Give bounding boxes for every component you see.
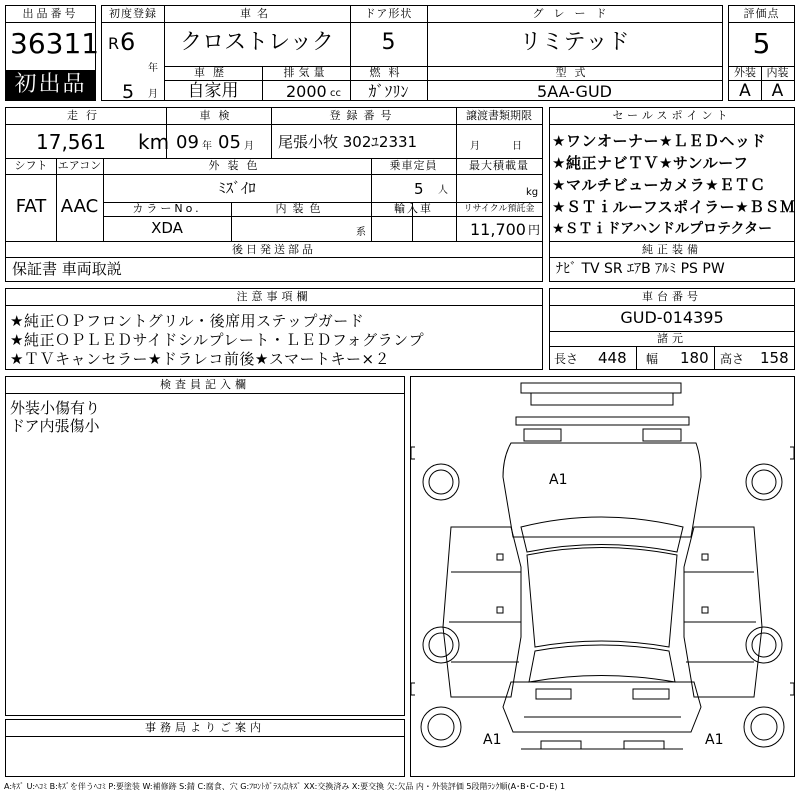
interior-color-label: 内装色 (275, 202, 327, 215)
caution-label: 注意事項欄 (236, 290, 312, 303)
caution-item: ★純正ＯＰＬＥＤサイドシルプレート・ＬＥＤフォグランプ (10, 331, 425, 349)
inspection-year-unit: 年 (202, 141, 212, 152)
displacement-unit: cc (330, 88, 341, 99)
plate-value: 尾張小牧 302ﾕ2331 (278, 133, 418, 151)
import-label: 輸入車 (394, 202, 433, 215)
damage-mark: A1 (483, 732, 502, 748)
door-value: 5 (381, 30, 396, 55)
score-label: 評価点 (743, 7, 780, 20)
first-reg-month-unit: 月 (148, 89, 158, 100)
sales-point-item: ★ワンオーナー★ＬＥＤヘッド (552, 132, 766, 150)
recycle-label: リサイクル預託金 (463, 204, 535, 214)
chassis-value: GUD-014395 (620, 308, 724, 327)
vehicle-details-box (5, 107, 543, 242)
later-parts-label: 後日発送部品 (232, 243, 316, 256)
door-label: ドア形状 (364, 7, 413, 20)
displacement-value: 2000 (286, 82, 327, 101)
width-label: 幅 (646, 352, 659, 366)
recycle-value: 11,700 (470, 220, 526, 239)
sales-point-item: ★ＳＴｉルーフスポイラー★ＢＳＭ (552, 198, 796, 216)
fuel-value: ｶﾞｿﾘﾝ (368, 82, 409, 101)
sales-point-item: ★マルチビューカメラ★ＥＴＣ (552, 176, 766, 194)
inspector-label: 検査員記入欄 (160, 378, 250, 391)
max-load-unit: kg (526, 187, 539, 198)
car-name-label: 車名 (240, 7, 274, 20)
shift-label: シフト (14, 159, 48, 172)
history-label: 車歴 (194, 66, 232, 79)
transfer-day-unit: 日 (512, 141, 522, 152)
equipment-label: 純正装備 (642, 243, 702, 256)
inspection-year: 09 (176, 132, 199, 153)
exterior-color-value: ﾐｽﾞｲﾛ (218, 179, 256, 197)
legend: A:ｷｽﾞ U:ﾍｺﾐ B:ｷｽﾞを伴うﾍｺﾐ P:要塗装 W:補修跡 S:錆 C:腐食、穴 G:ﾌﾛﾝﾄｶﾞﾗｽ点ｷｽﾞ XX:交換済み X:要交換 欠:欠品 内・外装評価 5段階ﾗﾝｸ順(A･B･C･D･E) 1 (4, 782, 566, 791)
sales-points-box (549, 107, 795, 242)
recycle-unit: 円 (528, 223, 541, 237)
color-no-label: カラーNo. (132, 202, 202, 215)
interior-grade-label: 内装 (766, 66, 789, 79)
first-reg-year: 6 (120, 28, 136, 56)
grade-label: グレード (532, 7, 617, 20)
mileage-value: 17,561 (36, 130, 106, 154)
length-value: 448 (598, 349, 627, 367)
aircon-label: エアコン (57, 159, 102, 172)
score-box (728, 5, 795, 101)
dims-label: 諸元 (657, 332, 687, 345)
exterior-grade-value: A (739, 81, 751, 101)
office-label: 事務局よりご案内 (145, 721, 265, 734)
plate-label: 登録番号 (329, 109, 398, 122)
mileage-unit: km (138, 130, 170, 154)
first-reg-era: R (108, 34, 120, 53)
score-value: 5 (752, 27, 771, 60)
first-reg-label: 初度登録 (109, 7, 157, 20)
office-box (5, 719, 405, 777)
lot-number: 36311 (10, 27, 100, 60)
first-reg-month: 5 (122, 81, 135, 103)
length-label: 長さ (554, 352, 579, 366)
caution-item: ★ＴＶキャンセラー★ドラレコ前後★スマートキー×２ (10, 350, 391, 368)
lot-label: 出品番号 (22, 7, 79, 20)
first-reg-year-unit: 年 (148, 63, 158, 74)
car-name: クロストレック (180, 30, 334, 55)
sales-point-item: ★純正ナビＴＶ★サンルーフ (552, 154, 749, 172)
height-value: 158 (760, 349, 789, 367)
inspector-note: 外装小傷有り (10, 399, 101, 417)
mileage-label: 走行 (67, 109, 105, 122)
model-code-label: 型式 (555, 66, 594, 79)
equipment-value: ﾅﾋﾞ TV SR ｴｱB ｱﾙﾐ PS PW (556, 261, 725, 277)
displacement-label: 排気量 (283, 66, 329, 79)
sales-point-item: ★ＳＴｉドアハンドルプロテクター (552, 221, 773, 237)
grade-value: リミテッド (519, 30, 630, 55)
exterior-grade-label: 外装 (734, 66, 756, 79)
capacity-value: 5 (414, 180, 424, 198)
capacity-label: 乗車定員 (389, 159, 438, 172)
chassis-label: 車台番号 (642, 290, 702, 303)
max-load-label: 最大積載量 (469, 159, 529, 172)
top-info-box (101, 5, 723, 101)
height-label: 高さ (720, 352, 745, 366)
shift-value: FAT (15, 196, 47, 217)
transfer-deadline-label: 譲渡書類期限 (466, 109, 532, 122)
chassis-box (549, 288, 795, 370)
equipment-box (549, 242, 795, 282)
exterior-color-label: 外装色 (208, 159, 266, 172)
capacity-unit: 人 (438, 185, 448, 196)
width-value: 180 (680, 349, 709, 367)
sales-points-label: セールスポイント (612, 109, 732, 122)
model-code-value: 5AA-GUD (537, 82, 612, 101)
damage-mark: A1 (705, 732, 724, 748)
first-listing-badge: 初出品 (6, 70, 95, 100)
interior-grade-value: A (771, 81, 784, 101)
inspector-note: ドア内張傷小 (10, 417, 100, 435)
caution-item: ★純正ＯＰフロントグリル・後席用ステップガード (10, 312, 365, 330)
car-diagram-svg (411, 377, 794, 776)
inspector-box (5, 376, 405, 716)
inspection-month-unit: 月 (244, 141, 254, 152)
fuel-label: 燃料 (369, 66, 408, 79)
caution-box (5, 288, 543, 370)
color-no-value: XDA (151, 219, 183, 237)
inspection-label: 車検 (199, 109, 238, 122)
later-parts-box (5, 242, 543, 282)
inspection-month: 05 (218, 132, 241, 153)
interior-color-unit: 系 (356, 227, 366, 238)
later-parts-value: 保証書 車両取説 (12, 260, 122, 278)
history-value: 自家用 (187, 81, 239, 101)
damage-diagram (410, 376, 795, 777)
aircon-value: AAC (60, 196, 99, 217)
transfer-month-unit: 月 (470, 141, 480, 152)
damage-mark: A1 (549, 472, 568, 488)
lot-box (5, 5, 100, 101)
